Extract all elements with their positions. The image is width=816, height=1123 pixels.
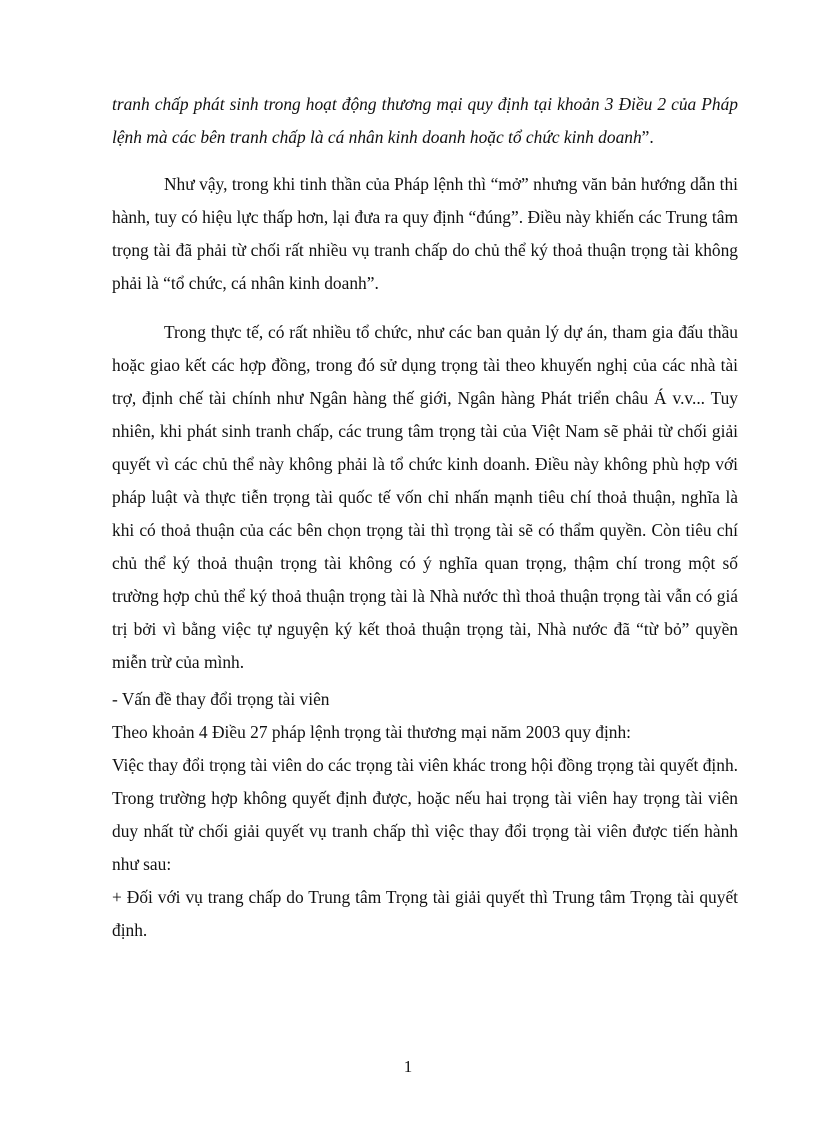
body-paragraph-3: Việc thay đổi trọng tài viên do các trọng tài viên khác trong hội đồng trọng tài quyết định. Trong trường hợp không quyết định được, hoặc nếu hai trọng tài viên hay trọng tài viên duy nhất từ chối giải quyết vụ tranh chấp thì việc thay đổi trọng tài viên được tiến hành như sau: bbox=[112, 755, 738, 874]
body-paragraph-1: Như vậy, trong khi tinh thần của Pháp lệnh thì “mở” nhưng văn bản hướng dẫn thi hành, tuy có hiệu lực thấp hơn, lại đưa ra quy định “đúng”. Điều này khiến các Trung tâm trọng tài đã phải từ chối rất nhiều vụ tranh chấp do chủ thể ký thoả thuận trọng tài không phải là “tổ chức, cá nhân kinh doanh”. bbox=[112, 174, 738, 293]
section-heading: - Vấn đề thay đổi trọng tài viên bbox=[112, 689, 330, 709]
quote-closing-mark: ”. bbox=[641, 127, 654, 147]
quote-paragraph bbox=[112, 88, 738, 154]
page-number: 1 bbox=[403, 1057, 413, 1076]
article-reference-line: Theo khoản 4 Điều 27 pháp lệnh trọng tài thương mại năm 2003 quy định: bbox=[112, 722, 632, 742]
body-paragraph-2: Trong thực tế, có rất nhiều tổ chức, như các ban quản lý dự án, tham gia đấu thầu hoặc giao kết các hợp đồng, trong đó sử dụng trọng tài theo khuyến nghị của các nhà tài trợ, định chế tài chính như Ngân hàng thế giới, Ngân hàng Phát triển châu Á v.v... Tuy nhiên, khi phát sinh tranh chấp, các trung tâm trọng tài của Việt Nam sẽ phải từ chối giải quyết vì các chủ thể này không phải là tổ chức kinh doanh. Điều này không phù hợp với pháp luật và thực tiễn trọng tài quốc tế vốn chỉ nhấn mạnh tiêu chí thoả thuận, nghĩa là khi có thoả thuận của các bên chọn trọng tài thì trọng tài sẽ có thẩm quyền. Còn tiêu chí chủ thể ký thoả thuận trọng tài không có ý nghĩa quan trọng, thậm chí trong một số trường hợp chủ thể ký thoả thuận trọng tài là Nhà nước thì thoả thuận trọng tài vẫn có giá trị bởi vì bằng việc tự nguyện ký kết thoả thuận trọng tài, Nhà nước đã “từ bỏ” quyền miễn trừ của mình. bbox=[112, 322, 738, 672]
bullet-item-1: + Đối với vụ trang chấp do Trung tâm Trọng tài giải quyết thì Trung tâm Trọng tài quyết định. bbox=[112, 887, 738, 940]
quote-italic-text: tranh chấp phát sinh trong hoạt động thương mại quy định tại khoản 3 Điều 2 của Pháp lệnh mà các bên tranh chấp là cá nhân kinh doanh hoặc tổ chức kinh doanh bbox=[112, 94, 738, 147]
